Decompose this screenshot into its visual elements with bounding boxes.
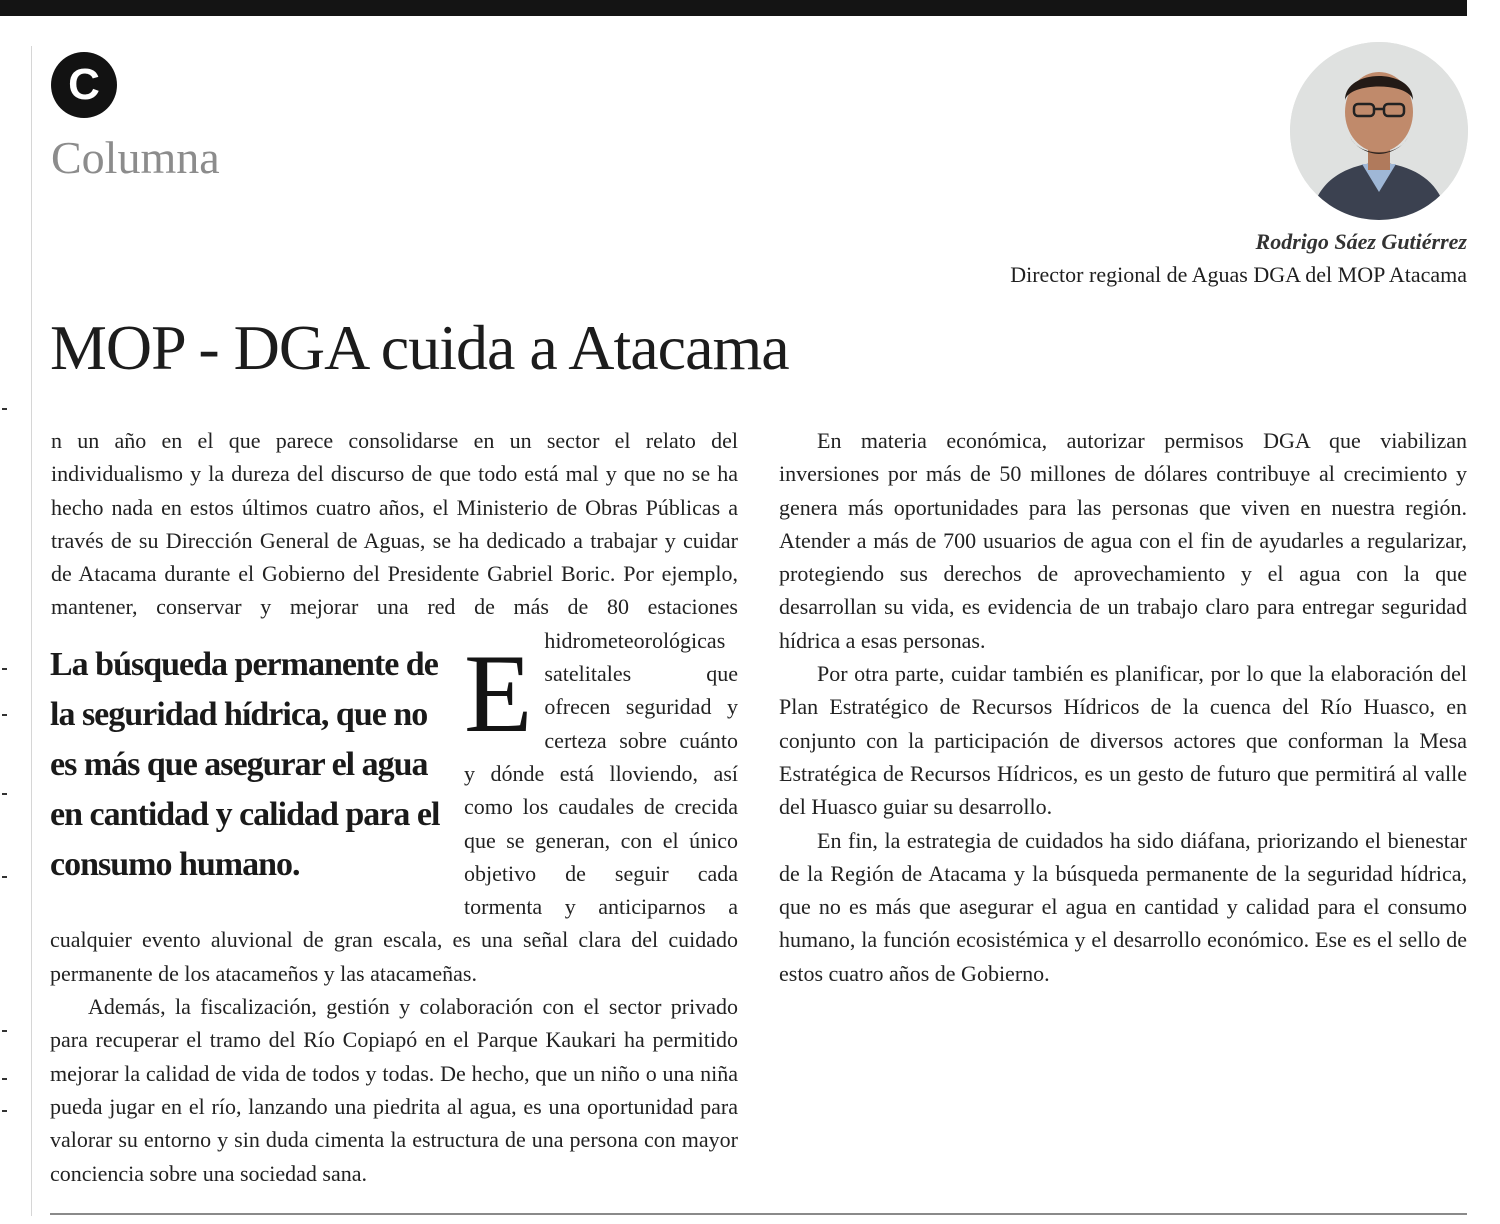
top-rule [0,0,1467,16]
section-badge: C [51,52,117,118]
article-paragraph-4: Por otra parte, cuidar también es planificar, por lo que la elaboración del Plan Estratégico de Recursos Hídricos de la cuenca del Río Huasco, en conjunto con la participación de diversos actores que conforman la Mesa Estratégica de Recursos Hídricos, es un gesto de futuro que permitirá al valle del Huasco guiar su desarrollo. [779,661,1467,820]
author-role: Director regional de Aguas DGA del MOP Atacama [1010,262,1467,287]
article-paragraph-5: En fin, la estrategia de cuidados ha sido diáfana, priorizando el bienestar de la Región de Atacama y la búsqueda permanente de la seguridad hídrica, que no es más que asegurar el agua en cantidad y calidad para el consumo humano, la función ecosistémica y el desarrollo económico. Ese es el sello de estos cuatro años de Gobierno. [779,827,1467,986]
article-paragraph-2: Además, la fiscalización, gestión y colaboración con el sector privado para recuperar el tramo del Río Copiapó en el Parque Kaukari ha permitido mejorar la calidad de vida de todos y todas. De hecho, que un niño o una niña pueda jugar en el río, lanzando una piedrita al agua, es una oportunidad para valorar su entorno y sin duda cimenta la estructura de una persona con mayor conciencia sobre una sociedad sana. [50,994,738,1186]
pull-quote: La búsqueda permanente de la seguridad hídrica, que no es más que asegurar el agua en cantidad y calidad para el consumo humano. [50,646,440,883]
section-label: Columna [51,132,220,183]
page-edge-marks [0,0,12,1224]
article-paragraph-3: En materia económica, autorizar permisos DGA que viabilizan inversiones por más de 50 millones de dólares contribuye al crecimiento y genera más oportunidades para las personas que viven en nuestra región. Atender a más de 700 usuarios de agua con el fin de ayudarles a regularizar, protegiendo sus derechos de aprovechamiento y el agua con la que desarrollan su vida, es evidencia de un trabajo claro para entregar seguridad hídrica a esas personas. [779,428,1467,653]
drop-cap: E [464,632,533,756]
bottom-rule [50,1213,1467,1215]
article-column-left [50,424,738,1190]
article-column-right [779,424,1467,990]
author-name: Rodrigo Sáez Gutiérrez [1255,229,1467,254]
column-divider [31,46,32,1216]
author-photo [1290,42,1468,220]
article-paragraph-1-text: n un año en el que parece consolidarse en un sector el relato del individualismo y la dureza del discurso de que todo está mal y que no se ha hecho nada en estos últimos cuatro años, el Ministerio de Obras Públicas a través de su Dirección General de Aguas, se ha dedicado a trabajar y cuidar de Atacama durante el Gobierno del Presidente Gabriel Boric. Por ejemplo, mantener, conservar y mejorar una red de más de 80 estaciones hidrometeorológicas satelitales que ofrecen seguridad y certeza sobre cuánto y dónde está lloviendo, así como los caudales de crecida que se generan, con el único objetivo de seguir cada tormenta y anticiparnos a cualquier evento aluvional de gran escala, es una señal clara del cuidado permanente de los atacameños y las atacameñas. [50,428,738,986]
headline: MOP - DGA cuida a Atacama [50,312,789,383]
author-portrait-icon [1290,42,1468,220]
